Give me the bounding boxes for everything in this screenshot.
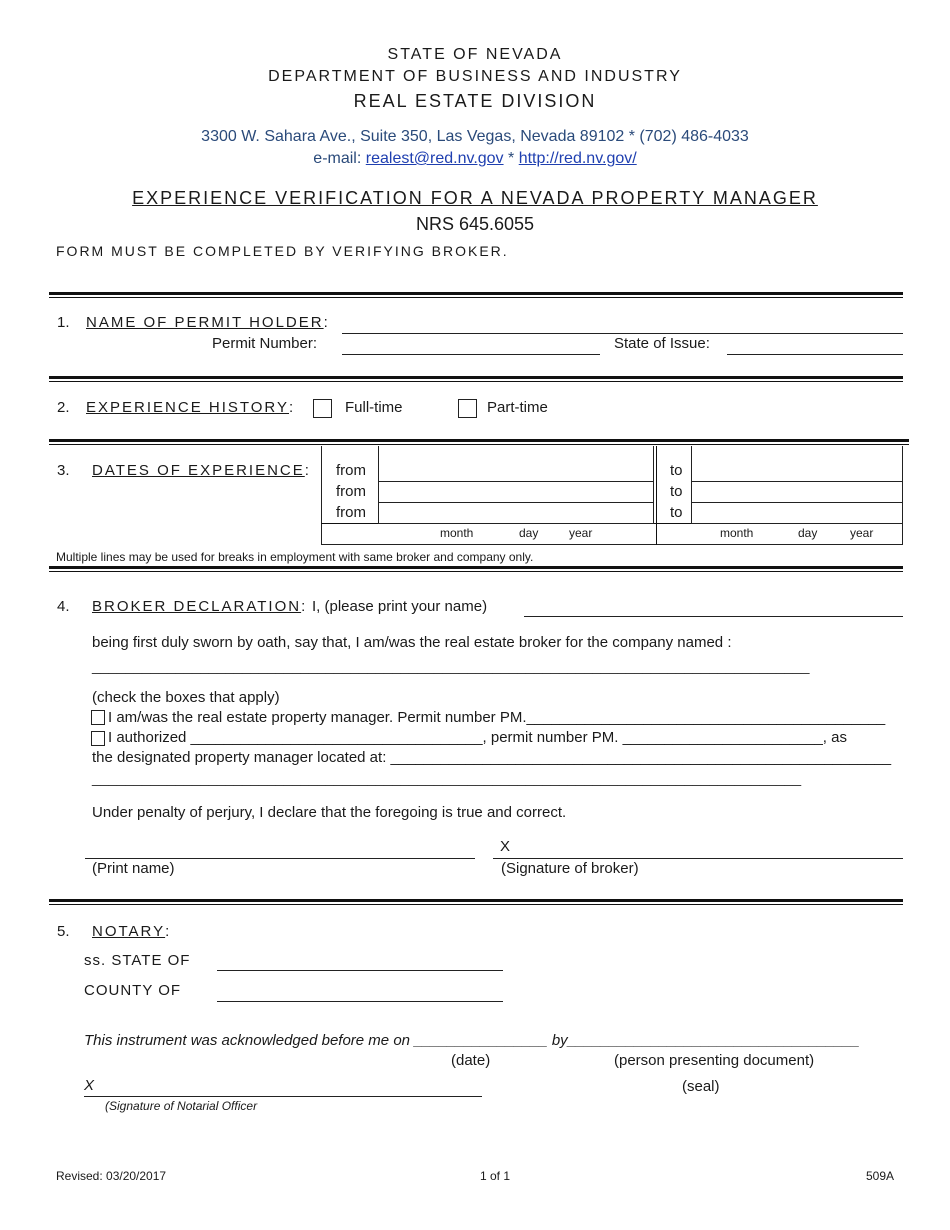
section4-label: BROKER DECLARATION bbox=[92, 598, 302, 615]
section4-heading bbox=[92, 598, 305, 615]
to-label-1: to bbox=[670, 462, 683, 479]
print-name-prompt: I, (please print your name) bbox=[312, 598, 488, 615]
form-title: EXPERIENCE VERIFICATION FOR A NEVADA PROPERTY MANAGER bbox=[132, 188, 818, 208]
fulltime-checkbox[interactable] bbox=[313, 399, 332, 418]
broker-name-field[interactable] bbox=[524, 616, 903, 617]
section3-heading bbox=[92, 462, 309, 479]
state-of-issue-field[interactable] bbox=[727, 354, 903, 355]
section3-number: 3. bbox=[57, 462, 70, 479]
form-instruction: FORM MUST BE COMPLETED BY VERIFYING BROKER. bbox=[56, 243, 509, 259]
contact-line bbox=[0, 150, 950, 168]
to-date-field-2[interactable] bbox=[691, 481, 903, 503]
date-caption: (date) bbox=[451, 1052, 491, 1069]
from-label-1: from bbox=[336, 462, 366, 479]
section2-heading bbox=[86, 399, 293, 416]
state-heading: STATE OF NEVADA bbox=[387, 46, 563, 63]
section-divider-thin bbox=[49, 571, 903, 572]
permit-holder-name-field[interactable] bbox=[342, 333, 903, 334]
ss-state-label: ss. STATE OF bbox=[84, 952, 191, 969]
section-divider-thin bbox=[49, 297, 903, 298]
to-label-3: to bbox=[670, 504, 683, 521]
section1-label: NAME OF PERMIT HOLDER bbox=[86, 314, 324, 331]
from-month-label: month bbox=[440, 526, 474, 540]
section1-heading bbox=[86, 314, 328, 331]
broker-signature-field[interactable] bbox=[493, 858, 903, 859]
from-label-3: from bbox=[336, 504, 366, 521]
seal-caption: (seal) bbox=[682, 1078, 720, 1095]
section-divider-thin bbox=[49, 381, 903, 382]
acknowledgement-statement bbox=[84, 1032, 860, 1049]
section3-colon: : bbox=[304, 462, 309, 479]
section5-heading bbox=[92, 923, 169, 940]
department-heading: DEPARTMENT OF BUSINESS AND INDUSTRY bbox=[268, 68, 682, 85]
from-day-label: day bbox=[519, 526, 539, 540]
county-label: COUNTY OF bbox=[84, 982, 182, 999]
email-label: e-mail: bbox=[313, 150, 362, 167]
section4-colon: : bbox=[301, 598, 306, 615]
section2-number: 2. bbox=[57, 399, 70, 416]
parttime-label: Part-time bbox=[487, 399, 548, 416]
form-number: 509A bbox=[866, 1169, 895, 1183]
to-month-label: month bbox=[720, 526, 754, 540]
section1-number: 1. bbox=[57, 314, 70, 331]
fulltime-label: Full-time bbox=[345, 399, 403, 416]
acknowledgement-date-field[interactable]: ________________ bbox=[414, 1032, 548, 1049]
print-name-caption: (Print name) bbox=[92, 860, 175, 877]
from-date-field-1[interactable] bbox=[378, 446, 654, 482]
contact-separator: * bbox=[508, 150, 515, 167]
presenting-person-field[interactable]: ___________________________________ bbox=[567, 1032, 860, 1049]
location-continuation-field[interactable]: _____________________________________________________________________________________ bbox=[92, 770, 802, 787]
state-of-issue-label: State of Issue: bbox=[614, 335, 710, 352]
option2-checkbox[interactable] bbox=[91, 731, 105, 746]
section5-colon: : bbox=[165, 923, 170, 940]
notary-county-field[interactable] bbox=[217, 1001, 503, 1002]
notary-signature-field[interactable] bbox=[84, 1096, 482, 1097]
section-divider-thin bbox=[49, 904, 903, 905]
signature-caption: (Signature of broker) bbox=[501, 860, 639, 877]
section2-colon: : bbox=[289, 399, 294, 416]
division-heading: REAL ESTATE DIVISION bbox=[353, 91, 597, 111]
page-number: 1 of 1 bbox=[480, 1169, 511, 1183]
notary-state-field[interactable] bbox=[217, 970, 503, 971]
company-name-field[interactable]: ______________________________________________________________________________________ bbox=[92, 658, 810, 675]
revision-date: Revised: 03/20/2017 bbox=[56, 1169, 167, 1183]
section-divider bbox=[49, 292, 903, 295]
check-instruction: (check the boxes that apply) bbox=[92, 689, 280, 706]
permit-number-label: Permit Number: bbox=[212, 335, 318, 352]
dates-table-divider bbox=[656, 446, 657, 545]
to-date-field-1[interactable] bbox=[691, 446, 903, 482]
to-day-label: day bbox=[798, 526, 818, 540]
perjury-statement: Under penalty of perjury, I declare that the foregoing is true and correct. bbox=[92, 804, 567, 821]
sworn-statement: being first duly sworn by oath, say that, I am/was the real estate broker for the company named : bbox=[92, 634, 732, 651]
section-divider bbox=[49, 439, 909, 442]
from-date-field-2[interactable] bbox=[378, 481, 654, 503]
address-line: 3300 W. Sahara Ave., Suite 350, Las Vegas, Nevada 89102 * (702) 486-4033 bbox=[201, 128, 749, 145]
section5-label: NOTARY bbox=[92, 923, 166, 940]
statute-reference: NRS 645.6055 bbox=[415, 214, 535, 234]
notary-signature-caption: (Signature of Notarial Officer bbox=[105, 1099, 258, 1113]
parttime-checkbox[interactable] bbox=[458, 399, 477, 418]
to-date-field-3[interactable] bbox=[691, 502, 903, 524]
option1-checkbox[interactable] bbox=[91, 710, 105, 725]
section5-number: 5. bbox=[57, 923, 70, 940]
section1-colon: : bbox=[323, 314, 328, 331]
section-divider bbox=[49, 566, 903, 569]
to-year-label: year bbox=[850, 526, 874, 540]
section-divider bbox=[49, 376, 903, 379]
section4-number: 4. bbox=[57, 598, 70, 615]
email-link[interactable]: realest@red.nv.gov bbox=[365, 150, 504, 167]
by-text: by bbox=[551, 1032, 568, 1049]
from-date-field-3[interactable] bbox=[378, 502, 654, 524]
option2-location-text: the designated property manager located at: ____________________________________________________________ bbox=[92, 749, 892, 766]
section3-label: DATES OF EXPERIENCE bbox=[92, 462, 305, 479]
option2-text: I authorized ___________________________________, permit number PM. ________________________, as bbox=[108, 729, 847, 746]
permit-number-field[interactable] bbox=[342, 354, 600, 355]
from-label-2: from bbox=[336, 483, 366, 500]
person-caption: (person presenting document) bbox=[614, 1052, 815, 1069]
section-divider-thin bbox=[49, 444, 909, 445]
dates-note: Multiple lines may be used for breaks in employment with same broker and company only. bbox=[56, 550, 534, 564]
print-name-field[interactable] bbox=[85, 858, 475, 859]
broker-signature-x: X bbox=[500, 838, 511, 855]
option1-text: I am/was the real estate property manager. Permit number PM.___________________________________________ bbox=[108, 709, 886, 726]
acknowledged-text: This instrument was acknowledged before me on bbox=[84, 1032, 411, 1049]
website-link[interactable]: http://red.nv.gov/ bbox=[518, 150, 637, 167]
from-year-label: year bbox=[569, 526, 593, 540]
notary-signature-x: X bbox=[84, 1077, 95, 1094]
to-label-2: to bbox=[670, 483, 683, 500]
section2-label: EXPERIENCE HISTORY bbox=[86, 399, 289, 416]
section-divider bbox=[49, 899, 903, 902]
